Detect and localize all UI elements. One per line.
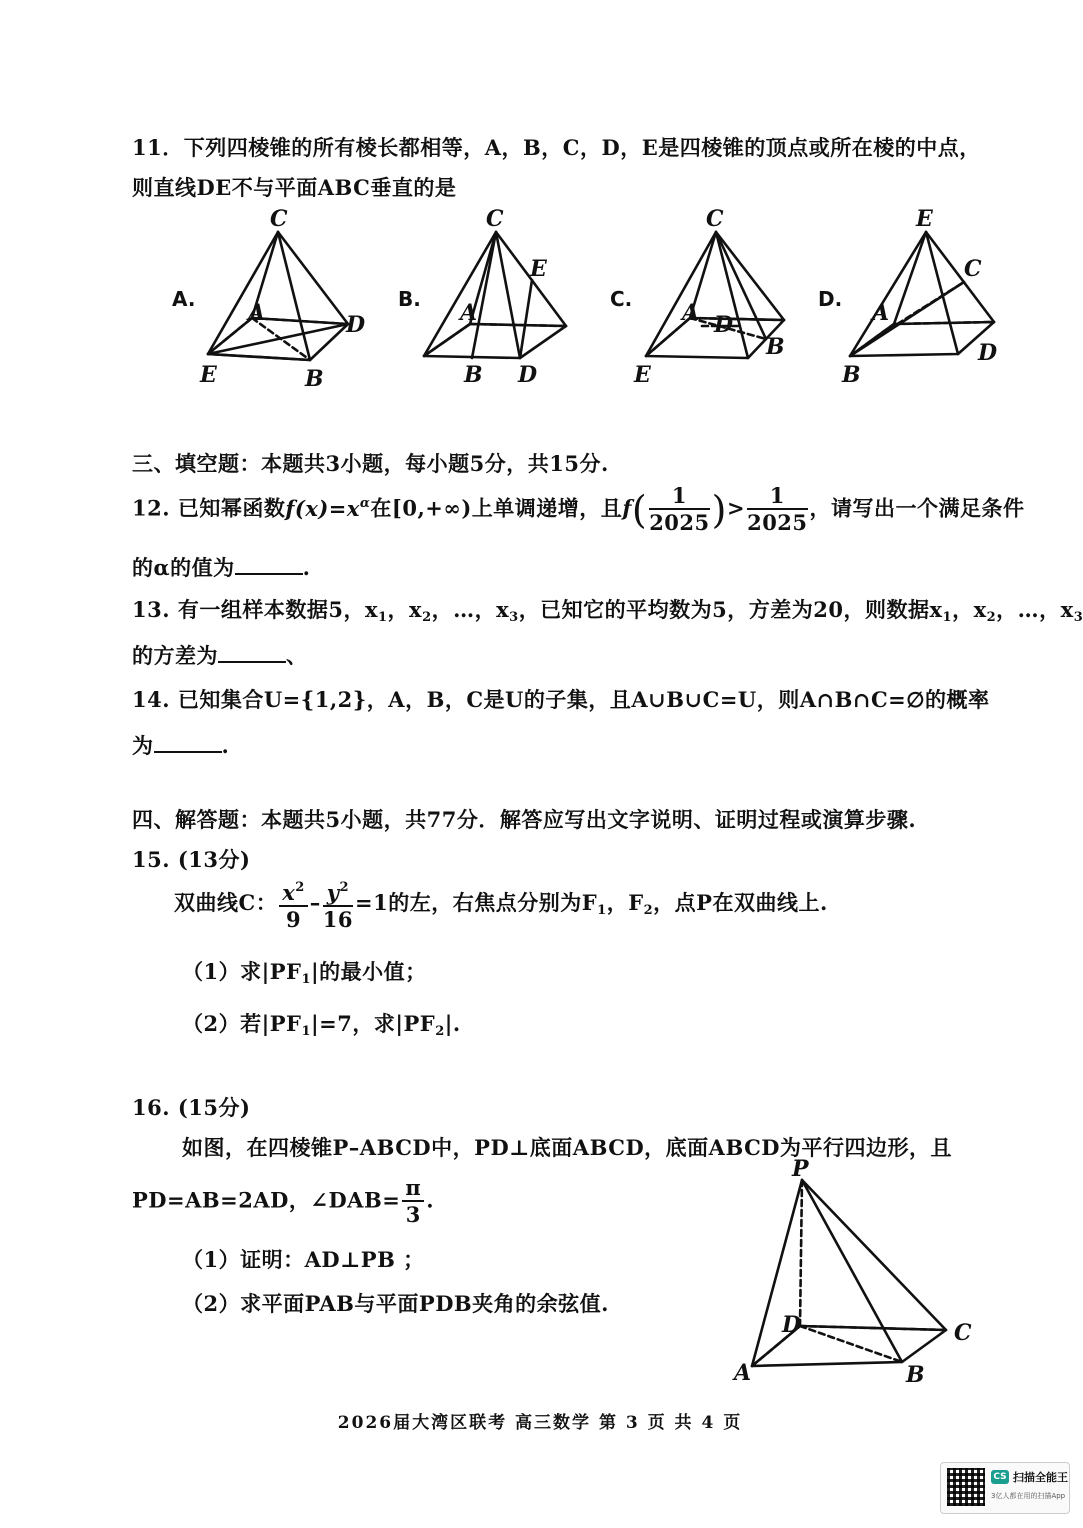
q11-option-b-label: B. bbox=[398, 287, 421, 311]
q15-intro-b: =1的左，右焦点分别为F bbox=[355, 890, 598, 915]
q13-sub1b: 1 bbox=[942, 610, 953, 625]
q12-line2 bbox=[132, 552, 310, 582]
q11-b-vertex-b: B bbox=[464, 362, 483, 388]
q11-d-vertex-a: A bbox=[872, 300, 890, 326]
q12-frac1-num: 1 bbox=[649, 484, 709, 510]
q16-vertex-d: D bbox=[782, 1312, 802, 1338]
q16-part2: （2）求平面PAB与平面PDB夹角的余弦值. bbox=[182, 1291, 609, 1316]
q11-option-a-figure bbox=[200, 228, 370, 368]
q14-line2-end: . bbox=[221, 733, 230, 758]
q16-vertex-a: A bbox=[734, 1360, 752, 1386]
q11-line2: 则直线DE不与平面ABC垂直的是 bbox=[132, 175, 457, 200]
q11-line1: 11．下列四棱锥的所有棱长都相等，A，B，C，D，E是四棱锥的顶点或所在棱的中点， bbox=[132, 135, 981, 160]
q12-number: 12. bbox=[132, 495, 171, 521]
q11-a-vertex-c: C bbox=[270, 206, 288, 232]
q11-a-vertex-e: E bbox=[200, 362, 217, 388]
q13-sub2b: 2 bbox=[986, 610, 997, 625]
q11-c-vertex-e: E bbox=[634, 362, 651, 388]
q15-intro bbox=[174, 876, 828, 933]
q15-f1-sub: 1 bbox=[597, 903, 607, 918]
q11-option-d-label: D. bbox=[818, 287, 843, 311]
q13-line2-end: 、 bbox=[286, 643, 308, 668]
q11-d-vertex-d: D bbox=[978, 340, 998, 366]
q14-line1: 14. 已知集合U={1,2}，A，B，C是U的子集，且A∪B∪C=U，则A∩B∩C=∅的概率 bbox=[132, 687, 990, 712]
q13-sub3: 3 bbox=[509, 610, 519, 625]
q12-frac1-den: 2025 bbox=[649, 510, 710, 535]
q13-text-a: 13. 有一组样本数据5，x bbox=[132, 597, 378, 622]
q15-f2-sub: 2 bbox=[643, 903, 654, 918]
q12-f: f bbox=[622, 495, 632, 521]
q15-part2-c: |. bbox=[444, 1011, 461, 1036]
q12-answer-blank[interactable] bbox=[235, 555, 303, 575]
q11-b-vertex-d: D bbox=[518, 362, 538, 388]
q16-vertex-p: P bbox=[792, 1156, 809, 1182]
q11-b-vertex-e: E bbox=[530, 256, 547, 282]
scanner-watermark-badge bbox=[940, 1462, 1070, 1514]
q15-part1-a: （1）求|PF bbox=[182, 959, 302, 984]
q15-x: x bbox=[282, 880, 296, 905]
q11-option-b-figure bbox=[420, 228, 580, 368]
section3-heading: 三、填空题：本题共3小题，每小题5分，共15分. bbox=[132, 451, 609, 476]
q12-text-b: 在[0,+∞)上单调递增，且 bbox=[370, 495, 623, 521]
q11-d-vertex-b: B bbox=[842, 362, 861, 388]
q16-header: 16. (15分) bbox=[132, 1095, 251, 1120]
q13-sub3b: 3 bbox=[1073, 610, 1083, 625]
q16-part1: （1）证明：AD⊥PB ； bbox=[182, 1247, 425, 1272]
q13-line1 bbox=[132, 594, 1083, 625]
q11-a-vertex-b: B bbox=[305, 366, 324, 392]
q13-text-d: ，已知它的平均数为5，方差为20，则数据x bbox=[518, 597, 943, 622]
q11-c-vertex-a: A bbox=[682, 300, 700, 326]
q15-y: y bbox=[326, 880, 340, 905]
q11-b-vertex-a: A bbox=[460, 300, 478, 326]
q12-line1: 12. 已知幂函数$f(x)=x^\alpha$在[0,+∞)上单调递增，且f( $\frac{1}{2025}$ )> $\frac{1}{2025}$ ，请写出一个满足条件 bbox=[132, 483, 1025, 535]
q15-part1-b: |的最小值； bbox=[311, 959, 427, 984]
q13-line2 bbox=[132, 640, 308, 670]
q11-d-vertex-e: E bbox=[916, 206, 933, 232]
q12-alpha-exp: α bbox=[359, 495, 371, 511]
q16-pyramid-figure bbox=[748, 1176, 968, 1376]
q15-den1: 9 bbox=[285, 907, 302, 932]
q16-line2 bbox=[132, 1176, 434, 1228]
qr-code-icon bbox=[947, 1468, 985, 1506]
q14-line2-text: 为 bbox=[132, 733, 154, 758]
q11-c-vertex-c: C bbox=[706, 206, 724, 232]
q12-frac2-num: 1 bbox=[747, 484, 807, 510]
q16-line1: 如图，在四棱锥P–ABCD中，PD⊥底面ABCD，底面ABCD为平行四边形，且 bbox=[182, 1135, 953, 1160]
q12-fx: f(x)=x bbox=[285, 495, 360, 521]
q15-intro-d: ，点P在双曲线上. bbox=[653, 890, 828, 915]
q15-part2-sub2: 2 bbox=[435, 1024, 445, 1039]
q15-header: 15. (13分) bbox=[132, 847, 251, 872]
q11-c-vertex-d: D bbox=[714, 312, 734, 338]
q11-c-vertex-b: B bbox=[766, 334, 785, 360]
q13-text-e: ，x bbox=[952, 597, 987, 622]
q13-text-c: ，…，x bbox=[431, 597, 510, 622]
q12-text-a: 已知幂函数 bbox=[177, 495, 286, 521]
q13-sub2: 2 bbox=[422, 610, 432, 625]
q15-intro-c: ，F bbox=[606, 890, 644, 915]
camscanner-logo-icon: CS bbox=[991, 1470, 1009, 1484]
q13-line2-text: 的方差为 bbox=[132, 643, 218, 668]
section4-heading: 四、解答题：本题共5小题，共77分．解答应写出文字说明、证明过程或演算步骤. bbox=[132, 807, 917, 832]
q11-b-vertex-c: C bbox=[486, 206, 504, 232]
q15-part2-b: |=7，求|PF bbox=[311, 1011, 436, 1036]
q15-part2-a: （2）若|PF bbox=[182, 1011, 302, 1036]
q16-three: 3 bbox=[405, 1202, 421, 1227]
q12-line2-end: . bbox=[302, 555, 311, 580]
q15-part1-sub: 1 bbox=[301, 972, 311, 987]
q16-vertex-b: B bbox=[906, 1362, 925, 1388]
q11-option-c-label: C. bbox=[610, 287, 633, 311]
q12-frac2-den: 2025 bbox=[747, 510, 808, 535]
q16-line2-end: . bbox=[426, 1187, 434, 1213]
q16-pi: π bbox=[402, 1176, 424, 1202]
q15-part2 bbox=[182, 1008, 461, 1039]
q15-y-sq: 2 bbox=[339, 880, 350, 895]
q13-text-f: ，…，x bbox=[996, 597, 1074, 622]
badge-title: 扫描全能王 bbox=[1013, 1471, 1068, 1484]
q13-answer-blank[interactable] bbox=[218, 643, 286, 663]
page-footer: 2026届大湾区联考 高三数学 第 3 页 共 4 页 bbox=[337, 1413, 743, 1433]
q11-a-vertex-a: A bbox=[248, 300, 266, 326]
q12-text-c: ，请写出一个满足条件 bbox=[809, 495, 1025, 521]
q15-den2: 16 bbox=[322, 907, 354, 932]
q12-line2-text: 的α的值为 bbox=[132, 555, 235, 580]
q15-part1 bbox=[182, 956, 427, 987]
q16-vertex-c: C bbox=[954, 1320, 972, 1346]
q13-sub1: 1 bbox=[377, 610, 388, 625]
q15-intro-a: 双曲线C： bbox=[174, 890, 278, 915]
q11-a-vertex-d: D bbox=[346, 312, 366, 338]
q11-option-a-label: A. bbox=[172, 287, 196, 311]
q15-part2-sub1: 1 bbox=[301, 1024, 311, 1039]
q14-line2 bbox=[132, 730, 229, 760]
q15-minus: – bbox=[309, 890, 321, 915]
q16-line2-a: PD=AB=2AD，∠DAB= bbox=[132, 1187, 401, 1213]
q11-d-vertex-c: C bbox=[964, 256, 982, 282]
q14-answer-blank[interactable] bbox=[154, 733, 222, 753]
q13-text-b: ，x bbox=[387, 597, 423, 622]
q15-x-sq: 2 bbox=[295, 880, 305, 895]
badge-subtitle: 3亿人都在用的扫描App bbox=[991, 1492, 1066, 1500]
q12-gt: > bbox=[726, 495, 746, 521]
